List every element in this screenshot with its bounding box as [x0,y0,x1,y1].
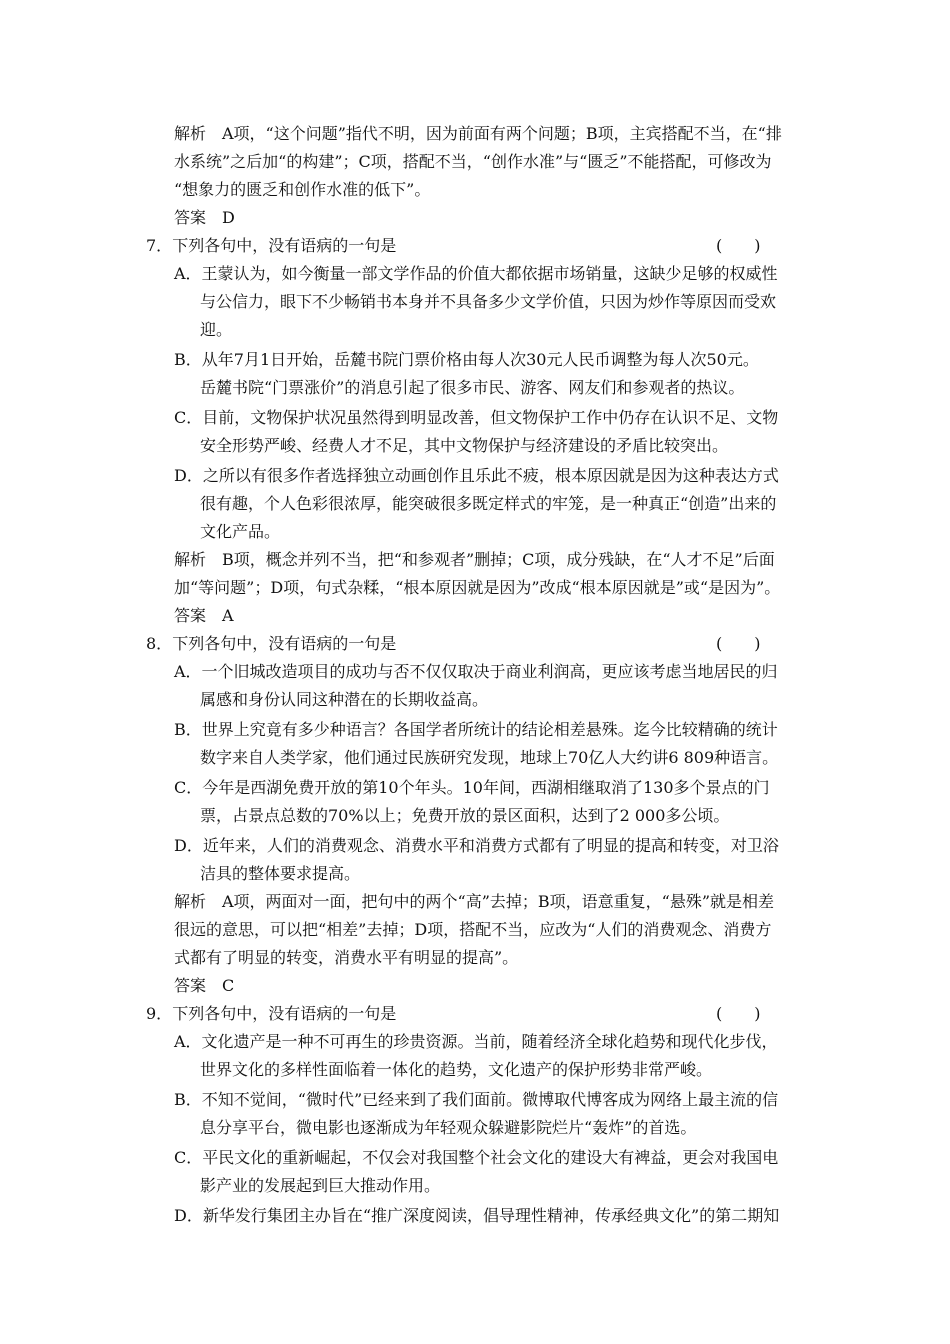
answer-blank: ( ) [716,1004,761,1023]
question-stem [146,1004,396,1026]
explanation-line: 式都有了明显的转变，消费水平有明显的提高”。 [174,948,519,967]
option-b-cont: 数字来自人类学家，他们通过民族研究发现，地球上70亿人大约讲6 809种语言。 [200,748,779,767]
option-c: C．目前，文物保护状况虽然得到明显改善，但文物保护工作中仍存在认识不足、文物 [174,408,779,427]
explanation-line: 加“等问题”；D项，句式杂糅，“根本原因就是因为”改成“根本原因就是”或“是因为”。 [174,578,781,597]
option-a: A．一个旧城改造项目的成功与否不仅仅取决于商业利润高，更应该考虑当地居民的归 [174,662,778,681]
question-stem [146,634,396,656]
question-number: 8． [146,634,173,653]
option-d-cont: 很有趣，个人色彩很浓厚，能突破很多既定样式的牢笼，是一种真正“创造”出来的 [200,494,777,513]
option-b: B．不知不觉间，“微时代”已经来到了我们面前。微博取代博客成为网络上最主流的信 [174,1090,779,1109]
option-a-cont: 属感和身份认同这种潜在的长期收益高。 [200,690,489,709]
question-number: 9． [146,1004,173,1023]
question-text: 下列各句中，没有语病的一句是 [172,236,397,255]
question-text: 下列各句中，没有语病的一句是 [172,1004,397,1023]
option-c: C．平民文化的重新崛起，不仅会对我国整个社会文化的建设大有裨益，更会对我国电 [174,1148,779,1167]
answer-line: 答案 A [174,606,234,625]
answer-blank: ( ) [716,236,761,255]
question-stem [146,236,396,258]
option-d: D．新华发行集团主办旨在“推广深度阅读，倡导理性精神，传承经典文化”的第二期知 [174,1206,780,1225]
explanation-line: 解析 A项，“这个问题”指代不明，因为前面有两个问题；B项，主宾搭配不当，在“排 [174,124,782,143]
explanation-line: 解析 A项，两面对一面，把句中的两个“高”去掉；B项，语意重复，“悬殊”就是相差 [174,892,775,911]
question-number: 7． [146,236,173,255]
option-a: A．文化遗产是一种不可再生的珍贵资源。当前，随着经济全球化趋势和现代化步伐， [174,1032,778,1051]
answer-blank: ( ) [716,634,761,653]
option-a-cont: 与公信力，眼下不少畅销书本身并不具备多少文学价值，只因为炒作等原因而受欢 [200,292,777,311]
explanation-line: 水系统”之后加“的构建”；C项，搭配不当，“创作水准”与“匮乏”不能搭配，可修改为 [174,152,772,171]
option-d-cont: 文化产品。 [200,522,281,541]
answer-line: 答案 C [174,976,235,995]
option-c-cont: 影产业的发展起到巨大推动作用。 [200,1176,441,1195]
option-c: C．今年是西湖免费开放的第10个年头。10年间，西湖相继取消了130多个景点的门 [174,778,770,797]
option-d: D．之所以有很多作者选择独立动画创作且乐此不疲，根本原因就是因为这种表达方式 [174,466,779,485]
explanation-line: 很远的意思，可以把“相差”去掉；D项，搭配不当，应改为“人们的消费观念、消费方 [174,920,772,939]
option-b: B．从年7月1日开始，岳麓书院门票价格由每人次30元人民币调整为每人次50元。 [174,350,759,369]
option-d: D．近年来，人们的消费观念、消费水平和消费方式都有了明显的提高和转变，对卫浴 [174,836,779,855]
option-c-cont: 票，占景点总数的70%以上；免费开放的景区面积，达到了2 000多公顷。 [200,806,730,825]
option-b: B．世界上究竟有多少种语言？各国学者所统计的结论相差悬殊。迄今比较精确的统计 [174,720,778,739]
explanation-line: 解析 B项，概念并列不当，把“和参观者”删掉；C项，成分残缺，在“人才不足”后面 [174,550,775,569]
question-text: 下列各句中，没有语病的一句是 [172,634,397,653]
option-b-cont: 岳麓书院“门票涨价”的消息引起了很多市民、游客、网友们和参观者的热议。 [200,378,745,397]
option-a-cont: 世界文化的多样性面临着一体化的趋势，文化遗产的保护形势非常严峻。 [200,1060,713,1079]
option-c-cont: 安全形势严峻、经费人才不足，其中文物保护与经济建设的矛盾比较突出。 [200,436,729,455]
option-b-cont: 息分享平台，微电影也逐渐成为年轻观众躲避影院烂片“轰炸”的首选。 [200,1118,697,1137]
explanation-line: “想象力的匮乏和创作水准的低下”。 [174,180,431,199]
option-d-cont: 洁具的整体要求提高。 [200,864,361,883]
option-a: A．王蒙认为，如今衡量一部文学作品的价值大都依据市场销量，这缺少足够的权威性 [174,264,778,283]
answer-line: 答案 D [174,208,235,227]
option-a-cont: 迎。 [200,320,233,339]
